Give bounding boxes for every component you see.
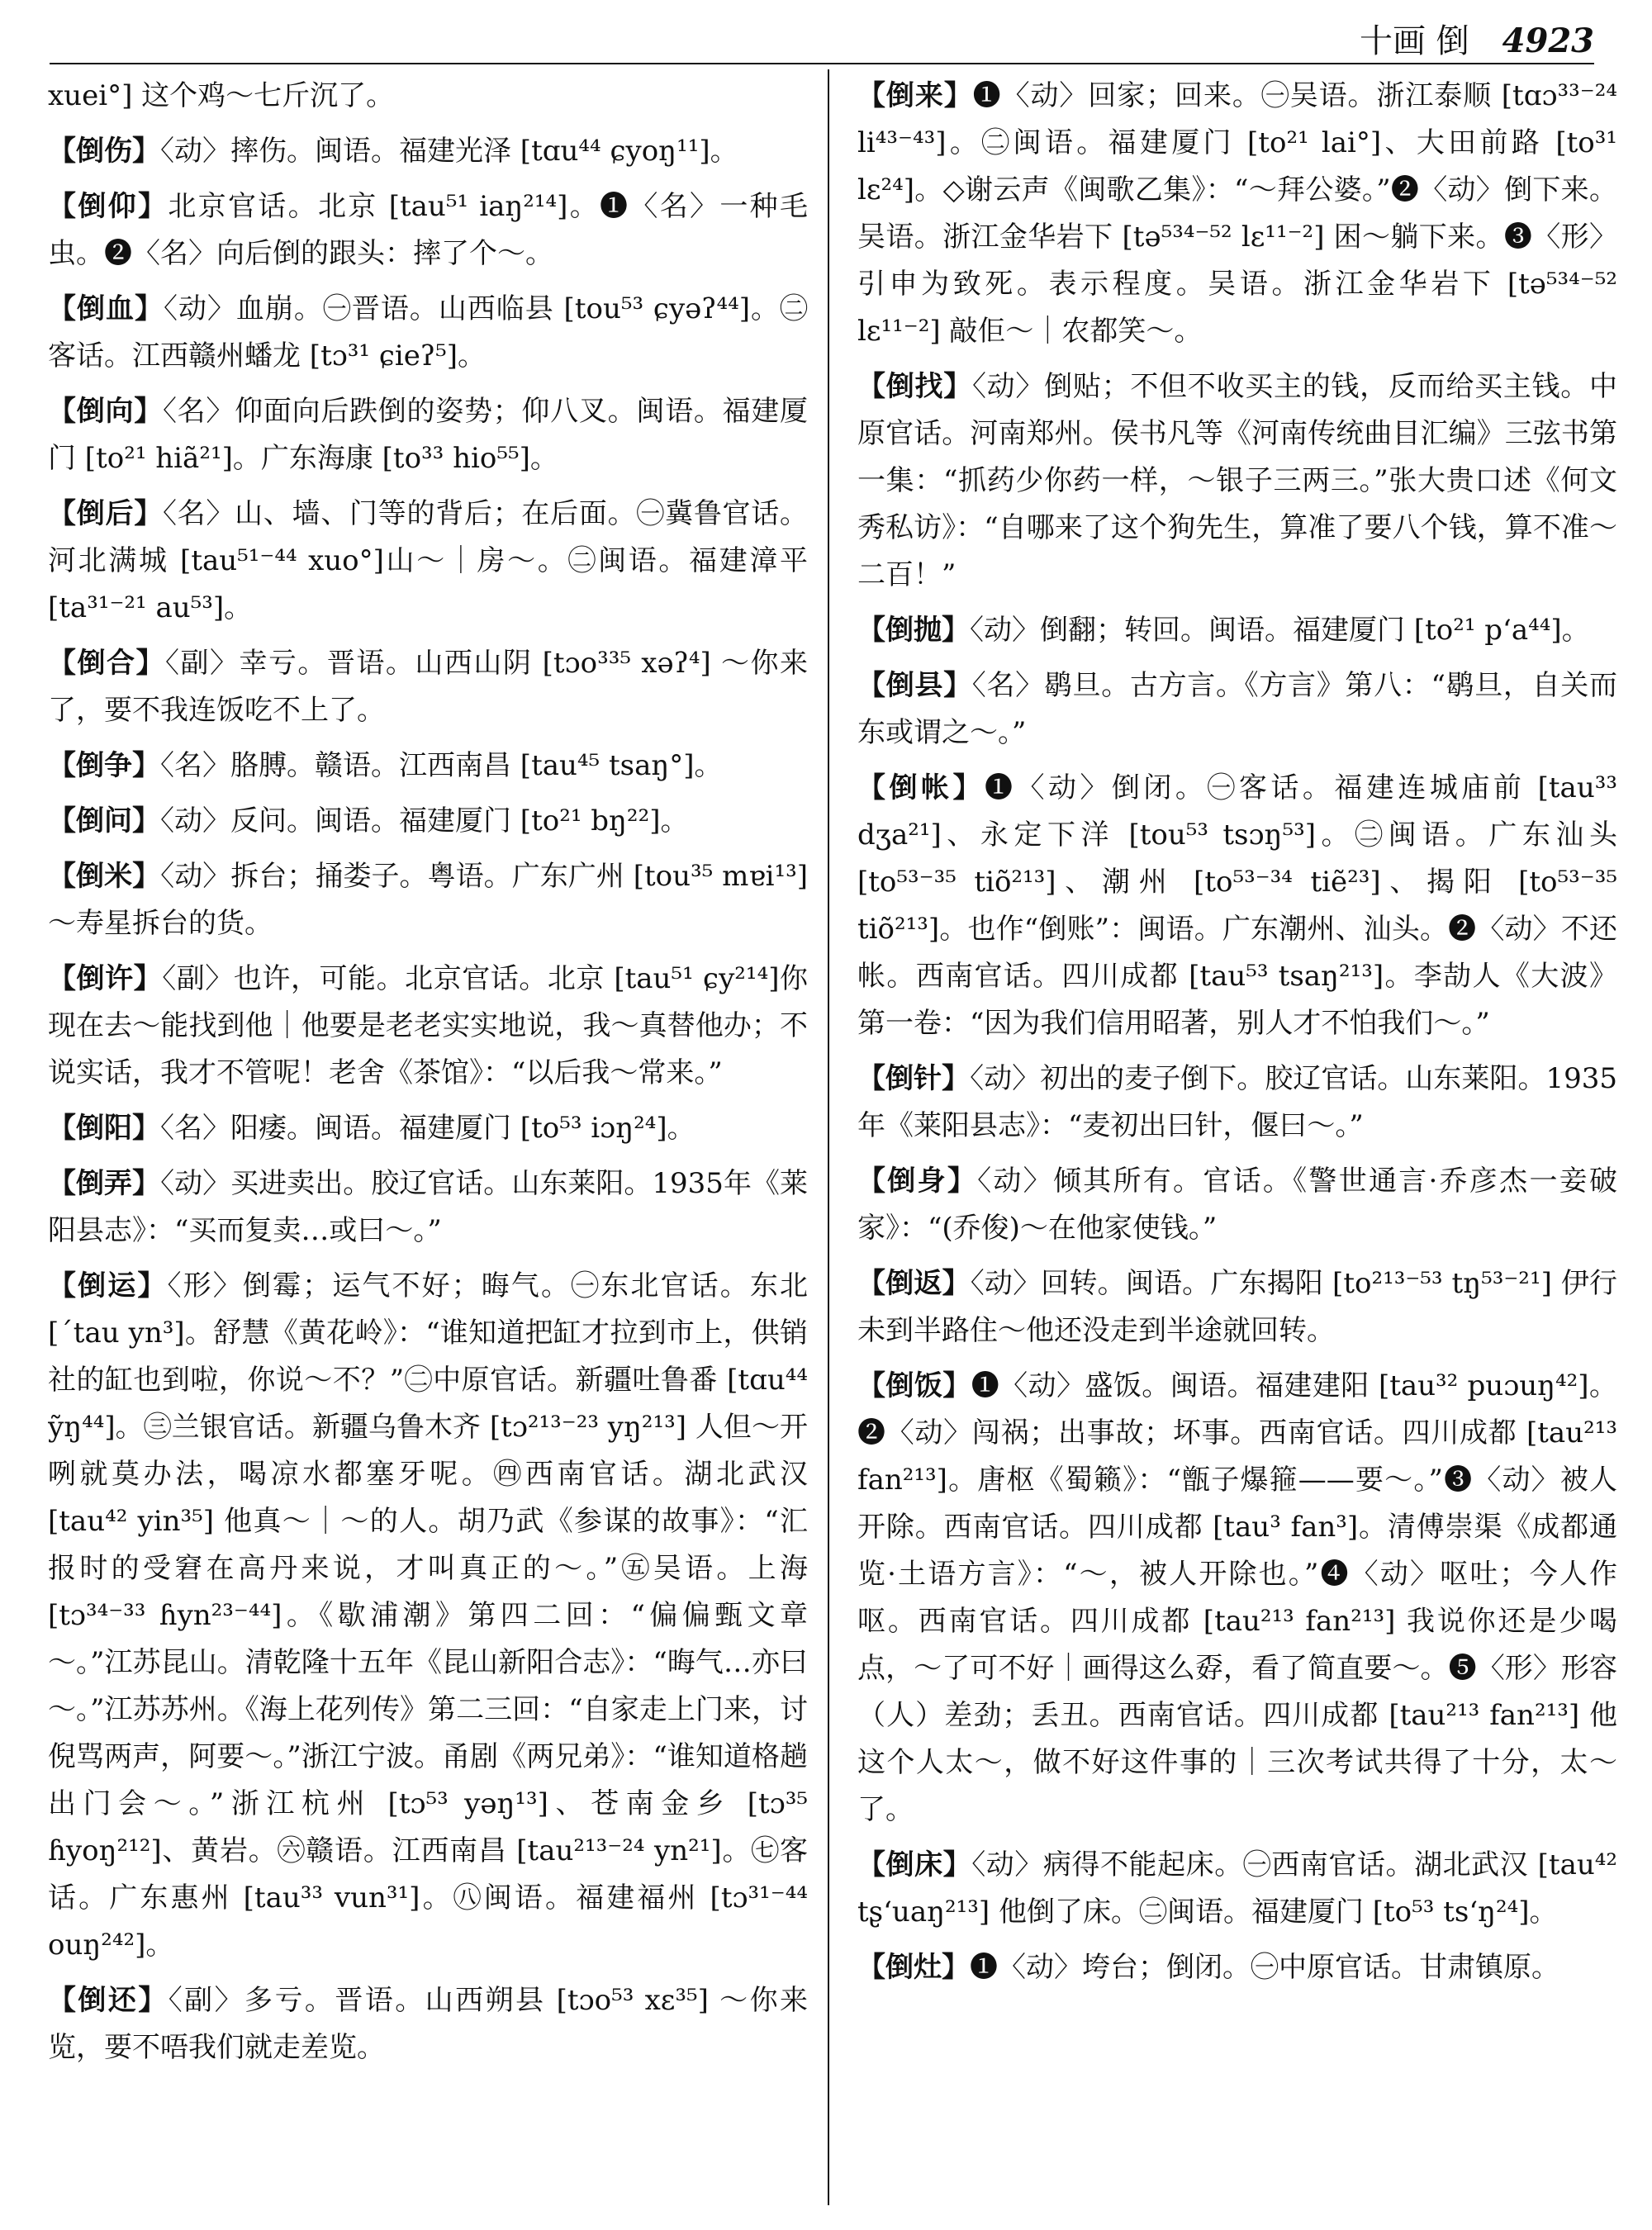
entry-definition: 〈动〉初出的麦子倒下。胶辽官话。山东莱阳。1935年《莱阳县志》：“麦初出曰针，偃曰～。” xyxy=(857,1062,1617,1142)
entry-headword: 【倒后】 xyxy=(48,497,163,530)
dictionary-entry xyxy=(857,73,1617,355)
dictionary-entry xyxy=(48,798,808,845)
column-divider xyxy=(828,69,829,2205)
dictionary-entry xyxy=(48,853,808,947)
entry-definition: 〈动〉倒翻；转回。闽语。福建厦门 [to²¹ pʻa⁴⁴]。 xyxy=(970,614,1590,647)
entry-definition: 〈动〉回转。闽语。广东揭阳 [to²¹³⁻⁵³ tŋ⁵³⁻²¹] 伊行未到半路住～他还没走到半途就回转。 xyxy=(857,1267,1617,1347)
entry-headword: 【倒针】 xyxy=(857,1062,971,1095)
page-header xyxy=(1360,15,1594,62)
entry-definition: 〈名〉山、墙、门等的背后；在后面。㊀冀鲁官话。河北满城 [tau⁵¹⁻⁴⁴ xuo°]山～｜房～。㊁闽语。福建漳平 [ta³¹⁻²¹ au⁵³]。 xyxy=(48,497,808,624)
entry-headword: 【倒问】 xyxy=(48,804,160,837)
entry-definition: 〈名〉阳痿。闽语。福建厦门 [to⁵³ iɔŋ²⁴]。 xyxy=(160,1112,695,1145)
entry-headword: 【倒县】 xyxy=(857,669,972,702)
dictionary-entry xyxy=(48,183,808,278)
dictionary-entry xyxy=(857,662,1617,757)
entry-definition: 〈动〉拆台；捅娄子。粤语。广东广州 [tou³⁵ mɐi¹³] ～寿星拆台的货。 xyxy=(48,860,808,940)
dictionary-entry xyxy=(48,128,808,175)
dictionary-entry xyxy=(48,1263,808,1969)
entry-definition: ❶〈动〉倒闭。㊀客话。福建连城庙前 [tau³³ dʒa²¹]、永定下洋 [tou⁵³ tsɔŋ⁵³]。㊁闽语。广东汕头 [to⁵³⁻³⁵ tiõ²¹³]、潮州 [to⁵³⁻³⁴ tiẽ²³]、揭阳 [to⁵³⁻³⁵ tiõ²¹³]。也作“倒账”：闽语。广东潮州、汕头。❷〈动〉不还帐。西南官话。四川成都 [tau⁵³ tsaŋ²¹³]。李劼人《大波》第一卷：“因为我们信用昭著，别人才不怕我们～。” xyxy=(857,771,1617,1040)
entry-headword: 【倒帐】 xyxy=(857,771,985,804)
entry-definition: 〈动〉血崩。㊀晋语。山西临县 [tou⁵³ ɕyəʔ⁴⁴]。㊁客话。江西赣州蟠龙 [tɔ³¹ ɕieʔ⁵]。 xyxy=(48,292,808,372)
entry-definition: 〈动〉倒贴；不但不收买主的钱，反而给买主钱。中原官话。河南郑州。侯书凡等《河南传统曲目汇编》三弦书第一集：“抓药少你药一样，～银子三两三。”张大贵口述《何文秀私访》：“自哪来了这个狗先生，算准了要八个钱，算不准～二百！” xyxy=(857,370,1617,591)
entry-headword: 【倒伤】 xyxy=(48,135,160,168)
entry-headword: 【倒来】 xyxy=(857,79,973,112)
entry-headword: 【倒灶】 xyxy=(857,1951,970,1984)
dictionary-entry xyxy=(857,1842,1617,1936)
entry-headword: 【倒弄】 xyxy=(48,1167,161,1200)
dictionary-entry xyxy=(857,607,1617,654)
left-column xyxy=(48,73,808,2212)
entry-headword: 【倒仰】 xyxy=(48,190,169,223)
entry-headword: 【倒合】 xyxy=(48,647,165,680)
dictionary-entry xyxy=(48,640,808,734)
dictionary-entry xyxy=(857,765,1617,1047)
entry-definition: 〈副〉幸亏。晋语。山西山阴 [tɔo³³⁵ xəʔ⁴] ～你来了，要不我连饭吃不上了。 xyxy=(48,647,808,727)
entry-headword: 【倒米】 xyxy=(48,860,161,893)
entry-headword: 【倒床】 xyxy=(857,1848,972,1881)
entry-definition: 〈名〉仰面向后跌倒的姿势；仰八叉。闽语。福建厦门 [to²¹ hiã²¹]。广东海康 [to³³ hio⁵⁵]。 xyxy=(48,395,808,475)
section-heading: 十画 倒 xyxy=(1359,22,1469,60)
entry-headword: 【倒找】 xyxy=(857,370,972,403)
entry-headword: 【倒抛】 xyxy=(857,614,970,647)
dictionary-entry xyxy=(857,1158,1617,1252)
entry-headword: 【倒身】 xyxy=(857,1165,978,1198)
right-column xyxy=(857,73,1617,2212)
entry-definition: 北京官话。北京 [tau⁵¹ iaŋ²¹⁴]。❶〈名〉一种毛虫。❷〈名〉向后倒的跟头：摔了个～。 xyxy=(48,190,808,270)
dictionary-entry xyxy=(857,363,1617,599)
dictionary-entry xyxy=(48,388,808,482)
dictionary-entry xyxy=(48,956,808,1097)
entry-definition: 〈副〉多亏。晋语。山西朔县 [tɔo⁵³ xɛ³⁵] ～你来览，要不唔我们就走差览。 xyxy=(48,1984,808,2064)
entry-definition: ❶〈动〉盛饭。闽语。福建建阳 [tau³² puɔuŋ⁴²]。❷〈动〉闯祸；出事故；坏事。西南官话。四川成都 [tau²¹³ fan²¹³]。唐枢《蜀籁》：“甑子爆箍——要～。”❸〈动〉被人开除。西南官话。四川成都 [tau³ fan³]。清傅崇渠《成都通览·土语方言》：“～，被人开除也。”❹〈动〉呕吐；今人作呕。西南官话。四川成都 [tau²¹³ fan²¹³] 我说你还是少喝点，～了可不好｜画得这么孬，看了简直要～。❺〈形〉形容（人）差劲；丢丑。西南官话。四川成都 [tau²¹³ fan²¹³] 他这个人太～，做不好这件事的｜三次考试共得了十分，太～了。 xyxy=(857,1369,1617,1826)
entry-definition: 〈名〉鹖旦。古方言。《方言》第八：“鹖旦，自关而东或谓之～。” xyxy=(857,669,1617,749)
page-number: 4923 xyxy=(1502,21,1594,60)
entry-headword: 【倒血】 xyxy=(48,292,164,325)
dictionary-entry xyxy=(48,1977,808,2071)
entry-headword: 【倒运】 xyxy=(48,1269,168,1302)
continuation-text: xuei°] 这个鸡～七斤沉了。 xyxy=(48,79,395,112)
dictionary-entry xyxy=(857,1363,1617,1834)
entry-headword: 【倒阳】 xyxy=(48,1112,160,1145)
entry-definition: 〈名〉胳膊。赣语。江西南昌 [tau⁴⁵ tsaŋ°]。 xyxy=(160,749,723,782)
entry-headword: 【倒还】 xyxy=(48,1984,169,2017)
dictionary-entry xyxy=(857,1260,1617,1355)
entry-definition: 〈动〉反问。闽语。福建厦门 [to²¹ bŋ²²]。 xyxy=(160,804,689,837)
entry-definition: 〈副〉也许，可能。北京官话。北京 [tau⁵¹ ɕy²¹⁴]你现在去～能找到他｜他要是老老实实地说，我～真替他办；不说实话，我才不管呢！老舍《茶馆》：“以后我～常来。” xyxy=(48,962,808,1089)
dictionary-entry xyxy=(48,743,808,790)
entry-definition: 〈形〉倒霉；运气不好；晦气。㊀东北官话。东北 [ˊtau yn³]。舒慧《黄花岭》：“谁知道把缸才拉到市上，供销社的缸也到啦，你说～不？”㊁中原官话。新疆吐鲁番 [tɑu⁴⁴ ỹŋ⁴⁴]。㊂兰银官话。新疆乌鲁木齐 [tɔ²¹³⁻²³ yŋ²¹³] 人但～开咧就莫办法，喝凉水都塞牙呢。㊃西南官话。湖北武汉 [tau⁴² yin³⁵] 他真～｜～的人。胡乃武《参谋的故事》：“汇报时的受窘在高丹来说，才叫真正的～。”㊄吴语。上海 [tɔ³⁴⁻³³ ɦyn²³⁻⁴⁴]。《歇浦潮》第四二回：“偏偏甄文章～。”江苏昆山。清乾隆十五年《昆山新阳合志》：“晦气…亦曰～。”江苏苏州。《海上花列传》第二三回：“自家走上门来，讨倪骂两声，阿要～。”浙江宁波。甬剧《两兄弟》：“谁知道格趟出门会～。”浙江杭州 [tɔ⁵³ yəŋ¹³]、苍南金乡 [tɔ³⁵ ɦyoŋ²¹²]、黄岩。㊅赣语。江西南昌 [tau²¹³⁻²⁴ yn²¹]。㊆客话。广东惠州 [tau³³ vun³¹]。㊇闽语。福建福州 [tɔ³¹⁻⁴⁴ ouŋ²⁴²]。 xyxy=(48,1269,808,1962)
entry-headword: 【倒争】 xyxy=(48,749,160,782)
entry-definition: 〈动〉买进卖出。胶辽官话。山东莱阳。1935年《莱阳县志》：“买而复卖…或曰～。” xyxy=(48,1167,808,1247)
entry-headword: 【倒返】 xyxy=(857,1267,971,1300)
entry-headword: 【倒饭】 xyxy=(857,1369,971,1402)
dictionary-entry xyxy=(48,491,808,632)
entry-definition: 〈动〉病得不能起床。㊀西南官话。湖北武汉 [tau⁴² tʂʻuaŋ²¹³] 他倒了床。㊁闽语。福建厦门 [to⁵³ tsʻŋ²⁴]。 xyxy=(857,1848,1617,1929)
entry-headword: 【倒向】 xyxy=(48,395,163,428)
dictionary-entry xyxy=(857,1944,1617,1991)
entry-definition: 〈动〉摔伤。闽语。福建光泽 [tɑu⁴⁴ ɕyoŋ¹¹]。 xyxy=(160,135,738,168)
entry-definition: 〈动〉倾其所有。官话。《警世通言·乔彦杰一妾破家》：“(乔俊)～在他家使钱。” xyxy=(857,1165,1617,1245)
entry-definition: ❶〈动〉垮台；倒闭。㊀中原官话。甘肃镇原。 xyxy=(970,1951,1559,1984)
dictionary-entry xyxy=(48,1105,808,1152)
dictionary-entry xyxy=(48,286,808,380)
dictionary-entry xyxy=(48,1160,808,1255)
entry-headword: 【倒许】 xyxy=(48,962,163,995)
entry-definition: ❶〈动〉回家；回来。㊀吴语。浙江泰顺 [tɑɔ³³⁻²⁴ li⁴³⁻⁴³]。㊁闽语。福建厦门 [to²¹ lai°]、大田前路 [to³¹ lɛ²⁴]。◇谢云声《闽歌乙集》：“～拜公婆。”❷〈动〉倒下来。吴语。浙江金华岩下 [tə⁵³⁴⁻⁵² lɛ¹¹⁻²] 困～躺下来。❸〈形〉引申为致死。表示程度。吴语。浙江金华岩下 [tə⁵³⁴⁻⁵² lɛ¹¹⁻²] 敲佢～｜农都笑～。 xyxy=(857,79,1617,348)
dictionary-entry xyxy=(857,1056,1617,1150)
header-rule xyxy=(50,63,1594,64)
